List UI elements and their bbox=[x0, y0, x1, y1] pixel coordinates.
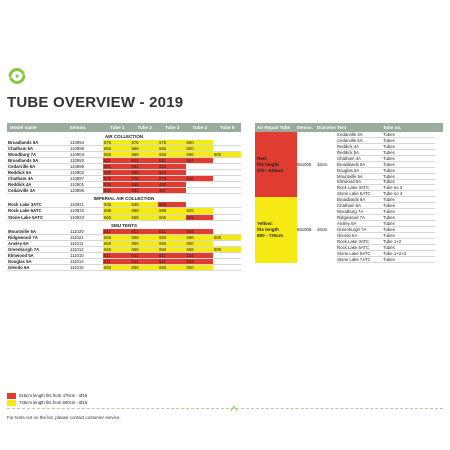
tube-length-cell bbox=[186, 164, 214, 169]
item-number: 110922 bbox=[70, 208, 85, 214]
footer-note: For tents not on the list, please contact costumer service. bbox=[7, 415, 121, 420]
tube-length-cell: 524 bbox=[158, 164, 186, 169]
header-r-itemno: Itemno. bbox=[297, 125, 314, 130]
legend-swatch-red bbox=[7, 393, 16, 399]
tube-length-cell: 656 bbox=[103, 241, 131, 246]
tent-name: Douglas 5A bbox=[337, 167, 360, 173]
tent-name: Reddick 5A bbox=[337, 149, 359, 155]
tube-number: Tubes bbox=[383, 155, 395, 161]
tent-name: Rock Lake 5ATC bbox=[337, 244, 370, 250]
legend-text-red: 615cm length fits from 470cm - Ø16 bbox=[19, 393, 88, 398]
tube-number: Tube 1+2 bbox=[383, 238, 402, 244]
tube-length-cell: 656 bbox=[103, 265, 131, 270]
tube-length-cell: 531 bbox=[131, 188, 159, 193]
item-number: 110893 bbox=[70, 158, 85, 164]
item-number: 110897 bbox=[70, 176, 85, 182]
legend bbox=[7, 392, 87, 406]
footer-divider bbox=[7, 408, 443, 409]
model-name: Elmwood 5A bbox=[8, 252, 34, 258]
item-number: 110894 bbox=[70, 140, 85, 146]
legend-item-yellow bbox=[7, 399, 87, 406]
tube-number: Tubes bbox=[383, 149, 395, 155]
tube-length-cell: 600 bbox=[213, 152, 241, 157]
tube-length-cell bbox=[213, 265, 241, 270]
tube-length-cell bbox=[186, 202, 214, 207]
repair-tube-label-line: Red: bbox=[257, 155, 268, 161]
tube-length-cell: 611 bbox=[103, 158, 131, 163]
section-label: SMU TENTS bbox=[110, 222, 137, 228]
tube-length-cell bbox=[186, 170, 214, 175]
tube-length-cell: 611 bbox=[131, 229, 159, 234]
repair-tube-table bbox=[255, 123, 443, 263]
tube-length-cell: 480 bbox=[158, 182, 186, 187]
repair-tube-label bbox=[255, 197, 297, 262]
tube-length-cell bbox=[213, 158, 241, 163]
model-name: Ansley 6A bbox=[8, 240, 29, 246]
header-tube-2: Tube 2 bbox=[137, 125, 152, 130]
tube-length-cell: 676 bbox=[103, 140, 131, 145]
model-name: Broadlands 5A bbox=[8, 158, 39, 164]
item-number: 111011 bbox=[70, 240, 84, 246]
tube-length-cell: 656 bbox=[158, 152, 186, 157]
tube-length-cell bbox=[213, 140, 241, 145]
header-tube-5: Tube 5 bbox=[220, 125, 235, 130]
tube-length-cell: 467 bbox=[158, 188, 186, 193]
tube-length-cell: 600 bbox=[186, 265, 214, 270]
tube-length-cell: 600 bbox=[213, 247, 241, 252]
tube-length-cell bbox=[213, 182, 241, 187]
tube-number: Tubes bbox=[383, 209, 395, 215]
tube-length-cell: 676 bbox=[158, 140, 186, 145]
model-name: Mountville 5A bbox=[8, 228, 36, 234]
green-swirl-logo-icon bbox=[7, 66, 27, 86]
tube-number: Tubes bbox=[383, 232, 395, 238]
tube-length-cell: 656 bbox=[158, 235, 186, 240]
tube-length-cell: 656 bbox=[186, 152, 214, 157]
header-tube-1: Tube 1 bbox=[110, 125, 125, 130]
item-number: 110923 bbox=[70, 214, 85, 220]
model-name: Greenburgh 7A bbox=[8, 246, 40, 252]
section-label: AIR COLLECTION bbox=[104, 134, 144, 139]
tent-name: Stone Lake 5ATC bbox=[337, 191, 371, 197]
tube-length-cell: 535 bbox=[103, 182, 131, 187]
item-number: 110898 bbox=[70, 146, 85, 152]
item-number: 110896 bbox=[70, 164, 85, 170]
tube-length-cell bbox=[213, 229, 241, 234]
tube-length-cell: 625 bbox=[186, 208, 214, 213]
tube-number: Tubes bbox=[383, 226, 395, 232]
model-name: Glendo 6A bbox=[8, 264, 30, 270]
tube-length-cell bbox=[213, 259, 241, 264]
tent-name: Stone Lake 7ATC bbox=[337, 256, 371, 262]
tube-length-cell: 656 bbox=[131, 152, 159, 157]
tube-length-cell: 600 bbox=[186, 241, 214, 246]
tube-number: Tube 1+2+3 bbox=[383, 250, 407, 256]
tube-length-cell: 656 bbox=[131, 247, 159, 252]
tube-length-cell: 676 bbox=[131, 140, 159, 145]
tube-length-cell: 580 bbox=[103, 170, 131, 175]
tube-number: Tubes bbox=[383, 197, 395, 203]
tent-name: Elmwood 5A bbox=[337, 179, 362, 185]
repair-tube-label bbox=[255, 132, 297, 197]
list-item bbox=[337, 257, 435, 263]
header-tent: Tent bbox=[337, 125, 347, 130]
tube-length-cell: 516 bbox=[186, 176, 214, 181]
item-number: 111012 bbox=[70, 246, 84, 252]
tube-length-cell: 698 bbox=[158, 208, 186, 213]
tube-length-cell bbox=[213, 208, 241, 213]
tube-length-cell: 611 bbox=[103, 253, 131, 258]
tube-number: Tubes bbox=[383, 179, 395, 185]
tube-length-cell: 565 bbox=[158, 202, 186, 207]
header-tube-3: Tube 3 bbox=[165, 125, 180, 130]
tube-table-body bbox=[7, 132, 241, 271]
tent-name: Chatham 6A bbox=[337, 203, 361, 209]
item-number: 111010 bbox=[70, 252, 84, 258]
tube-length-cell: 656 bbox=[103, 235, 131, 240]
tube-length-cell: 535 bbox=[131, 182, 159, 187]
repair-diameter: 16cm bbox=[317, 227, 328, 233]
legend-text-yellow: 725cm length fits from 600cm - Ø16 bbox=[19, 400, 88, 405]
repair-item-number: 651006 bbox=[297, 227, 312, 233]
tent-name: Greenburgh 7A bbox=[337, 226, 367, 232]
tube-length-cell: 576 bbox=[131, 176, 159, 181]
tube-length-cell: 665 bbox=[131, 215, 159, 220]
tube-length-cell: 656 bbox=[158, 146, 186, 151]
tube-number: Tube no 4 bbox=[383, 191, 403, 197]
tube-length-cell: 611 bbox=[103, 229, 131, 234]
header-model-name: Model name bbox=[10, 125, 37, 130]
tube-length-cell: 656 bbox=[131, 235, 159, 240]
header-itemno: Itemno. bbox=[70, 125, 87, 130]
tube-length-cell: 581 bbox=[103, 164, 131, 169]
tube-length-cell: 576 bbox=[158, 176, 186, 181]
model-name: Douglas 5A bbox=[8, 258, 32, 264]
tube-number: Tubes bbox=[383, 161, 395, 167]
tube-length-cell: 698 bbox=[131, 208, 159, 213]
repair-tube-label-line: 470 - 615cm bbox=[257, 167, 284, 173]
item-number: 110921 bbox=[70, 202, 85, 208]
model-name: Cedarville 3A bbox=[8, 188, 36, 194]
tent-name: Cedarville 3A bbox=[337, 131, 363, 137]
tube-length-cell: 601 bbox=[186, 215, 214, 220]
tent-name: Cedarville 5A bbox=[337, 137, 363, 143]
tube-length-cell: 580 bbox=[131, 170, 159, 175]
tube-length-cell: 524 bbox=[158, 170, 186, 175]
tube-length-cell: 600 bbox=[213, 235, 241, 240]
tent-name: Ansley 6A bbox=[337, 221, 357, 227]
tube-length-cell: 576 bbox=[103, 176, 131, 181]
repair-tube-label-line: Yellow: bbox=[257, 221, 273, 227]
tube-length-cell: 656 bbox=[158, 265, 186, 270]
tube-length-cell: 656 bbox=[103, 146, 131, 151]
tube-length-cell bbox=[186, 188, 214, 193]
item-number: 110901 bbox=[70, 182, 85, 188]
tube-length-cell: 544 bbox=[186, 253, 214, 258]
tent-name: Woodburg 7A bbox=[337, 209, 364, 215]
tent-name: Glendo 6A bbox=[337, 232, 358, 238]
tube-length-cell: 544 bbox=[186, 229, 214, 234]
tent-name: Ridgewood 7A bbox=[337, 215, 365, 221]
tube-number: Tubes bbox=[383, 215, 395, 221]
tube-number: Tubes bbox=[383, 137, 395, 143]
tent-name: Chatham 4A bbox=[337, 155, 361, 161]
header-tube-no: Tube no. bbox=[383, 125, 402, 130]
item-number: 110895 bbox=[70, 188, 85, 194]
tent-name: Mountville 5A bbox=[337, 173, 363, 179]
tube-length-cell: 611 bbox=[103, 259, 131, 264]
tube-length-cell: 656 bbox=[131, 146, 159, 151]
tube-length-cell: 531 bbox=[103, 188, 131, 193]
tube-number: Tube no 3 bbox=[383, 185, 403, 191]
repair-tube-block bbox=[255, 132, 443, 197]
tube-length-cell bbox=[213, 164, 241, 169]
model-name: Rock Lake 5ATC bbox=[8, 208, 42, 214]
tube-length-cell: 665 bbox=[103, 215, 131, 220]
tube-length-cell: 665 bbox=[158, 215, 186, 220]
legend-swatch-yellow bbox=[7, 400, 16, 406]
tube-length-cell: 611 bbox=[131, 253, 159, 258]
tube-length-cell bbox=[213, 188, 241, 193]
tube-length-cell: 656 bbox=[131, 265, 159, 270]
item-number: 110902 bbox=[70, 170, 85, 176]
tube-length-cell: 611 bbox=[158, 158, 186, 163]
tube-length-cell: 656 bbox=[103, 152, 131, 157]
model-name: Broadlands 6A bbox=[8, 140, 39, 146]
tent-name: Rock Lake 3ATC bbox=[337, 238, 370, 244]
model-name: Reddick 4A bbox=[8, 182, 32, 188]
repair-table-header bbox=[255, 123, 443, 132]
tube-number: Tubes bbox=[383, 244, 395, 250]
item-number: 111014 bbox=[70, 258, 84, 264]
model-name: Chatham 4A bbox=[8, 176, 34, 182]
page-title: TUBE OVERVIEW - 2019 bbox=[7, 94, 184, 111]
repair-tent-list bbox=[337, 197, 435, 262]
header-air-repair-tube: Air Repair Tube bbox=[257, 125, 291, 130]
tube-length-cell: 635 bbox=[103, 202, 131, 207]
tube-number: Tubes bbox=[383, 173, 395, 179]
tube-table bbox=[7, 123, 241, 271]
tube-length-cell: 600 bbox=[186, 140, 214, 145]
model-name: Woodburg 7A bbox=[8, 152, 37, 158]
tube-number: Tubes bbox=[383, 167, 395, 173]
tube-length-cell: 656 bbox=[158, 241, 186, 246]
tube-length-cell: 656 bbox=[103, 247, 131, 252]
tube-length-cell: 656 bbox=[186, 235, 214, 240]
tent-name: Stone Lake 5ATC bbox=[337, 250, 371, 256]
tube-length-cell: 698 bbox=[103, 208, 131, 213]
tube-table-header bbox=[7, 123, 241, 132]
item-number: 111021 bbox=[70, 234, 84, 240]
legend-item-red bbox=[7, 392, 87, 399]
tube-length-cell bbox=[213, 202, 241, 207]
tube-length-cell: 656 bbox=[158, 247, 186, 252]
tube-length-cell: 635 bbox=[131, 202, 159, 207]
tube-number: Tubes bbox=[383, 131, 395, 137]
tube-length-cell: 611 bbox=[158, 259, 186, 264]
item-number: 111015 bbox=[70, 264, 84, 270]
tube-length-cell: 544 bbox=[186, 259, 214, 264]
tube-number: Tubes bbox=[383, 256, 395, 262]
tube-number: Tubes bbox=[383, 203, 395, 209]
model-name: Ridgewood 7A bbox=[8, 234, 38, 240]
tube-length-cell: 611 bbox=[131, 158, 159, 163]
tent-name: Reddick 4A bbox=[337, 143, 359, 149]
tube-length-cell bbox=[213, 176, 241, 181]
model-name: Rock Lake 3ATC bbox=[8, 202, 42, 208]
model-name: Cedarville 5A bbox=[8, 164, 36, 170]
tube-length-cell: 611 bbox=[158, 229, 186, 234]
table-row bbox=[7, 265, 241, 271]
tube-length-cell bbox=[213, 241, 241, 246]
repair-tube-label-line: fits length bbox=[257, 227, 279, 233]
tube-number: Tubes bbox=[383, 143, 395, 149]
item-number: 111020 bbox=[70, 228, 84, 234]
tube-number: Tubes bbox=[383, 221, 395, 227]
repair-tube-label-line: fits length bbox=[257, 161, 279, 167]
tent-name: Rock Lake 3ATC bbox=[337, 185, 370, 191]
tube-length-cell: 581 bbox=[131, 164, 159, 169]
item-number: 110904 bbox=[70, 152, 85, 158]
header-tube-4: Tube 4 bbox=[192, 125, 207, 130]
repair-tube-block bbox=[255, 197, 443, 262]
repair-tube-label-line: 600 - 725cm bbox=[257, 232, 284, 238]
repair-item-number: 651005 bbox=[297, 162, 312, 168]
repair-diameter: 16cm bbox=[317, 162, 328, 168]
section-label: IMPERIAL AIR COLLECTION bbox=[93, 196, 155, 202]
tube-length-cell: 611 bbox=[131, 259, 159, 264]
model-name: Reddick 5A bbox=[8, 170, 32, 176]
model-name: Chatham 6A bbox=[8, 146, 34, 152]
tube-length-cell bbox=[213, 215, 241, 220]
tube-length-cell bbox=[186, 182, 214, 187]
tube-length-cell bbox=[213, 146, 241, 151]
tube-length-cell: 611 bbox=[158, 253, 186, 258]
tube-length-cell: 544 bbox=[186, 158, 214, 163]
repair-table-body bbox=[255, 132, 443, 263]
tube-length-cell bbox=[213, 170, 241, 175]
tube-length-cell: 600 bbox=[186, 146, 214, 151]
tube-length-cell: 656 bbox=[186, 247, 214, 252]
tube-length-cell: 656 bbox=[131, 241, 159, 246]
model-name: Stone Lake 5ATC bbox=[8, 214, 44, 220]
repair-tent-list bbox=[337, 132, 435, 197]
tent-name: Broadlands 6A bbox=[337, 197, 366, 203]
tube-length-cell bbox=[213, 253, 241, 258]
header-diameter: Diameter bbox=[317, 125, 337, 130]
tent-name: Broadlands 5A bbox=[337, 161, 366, 167]
divider-ornament-icon bbox=[230, 404, 238, 412]
